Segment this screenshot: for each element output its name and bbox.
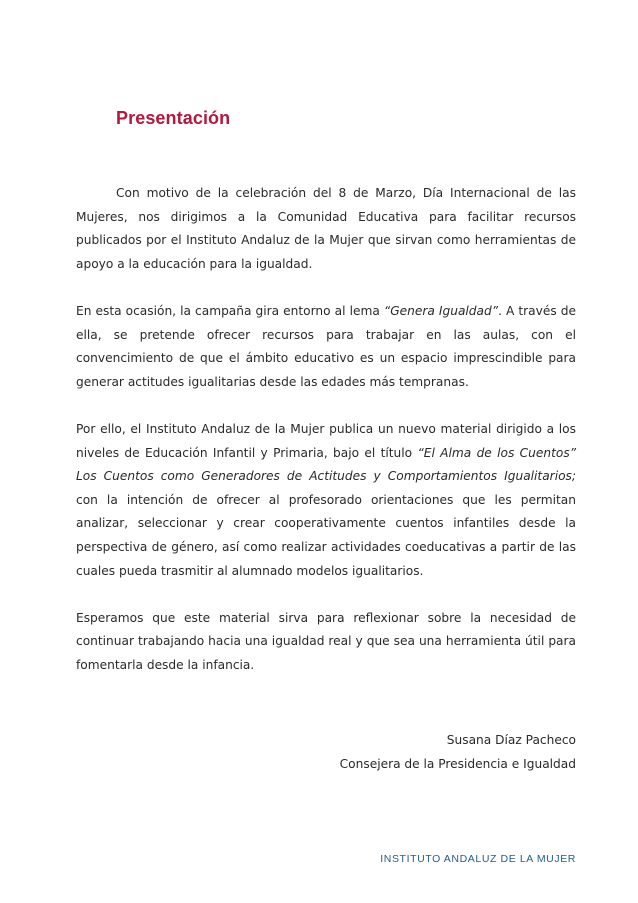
paragraph-3-text-a: Por ello, el Instituto Andaluz de la Mujer publica un nuevo material dirigido a los niveles de Educación Infantil y Primaria, bajo el título <box>76 421 576 460</box>
signature-name: Susana Díaz Pacheco <box>446 733 576 747</box>
paragraph-3-text-b: con la intención de ofrecer al profesorado orientaciones que les permitan analizar, seleccionar y crear cooperativamente cuentos infantiles desde la perspectiva de género, así como realizar actividades coeducativas a partir de las cuales pueda trasmitir al alumnado modelos igualitarios. <box>76 492 576 578</box>
body-text <box>76 182 576 701</box>
campaign-slogan: “Genera Igualdad” <box>383 303 499 318</box>
paragraph-3 <box>76 418 576 583</box>
signature-block <box>340 729 576 776</box>
paragraph-1: Con motivo de la celebración del 8 de Marzo, Día Internacional de las Mujeres, nos dirigimos a la Comunidad Educativa para facilitar recursos publicados por el Instituto Andaluz de la Mujer que sirvan como herramientas de apoyo a la educación para la igualdad. <box>76 186 576 271</box>
paragraph-2-text-b: . A través de ella, se pretende ofrecer recursos para trabajar en las aulas, con el convencimiento de que el ámbito educativo es un espacio imprescindible para generar actitudes igualitarias desde las edades más tempranas. <box>76 303 577 389</box>
paragraph-2 <box>76 300 576 394</box>
publication-title: “El Alma de los Cuentos” Los Cuentos como Generadores de Actitudes y Comportamientos Igualitarios; <box>76 445 577 484</box>
page-title: Presentación <box>116 108 231 128</box>
signature-role: Consejera de la Presidencia e Igualdad <box>339 756 576 771</box>
paragraph-4: Esperamos que este material sirva para reflexionar sobre la necesidad de continuar trabajando hacia una igualdad real y que sea una herramienta útil para fomentarla desde la infancia. <box>76 610 576 672</box>
footer-institution: INSTITUTO ANDALUZ DE LA MUJER <box>380 853 576 865</box>
paragraph-2-text-a: En esta ocasión, la campaña gira entorno al lema <box>76 303 384 318</box>
